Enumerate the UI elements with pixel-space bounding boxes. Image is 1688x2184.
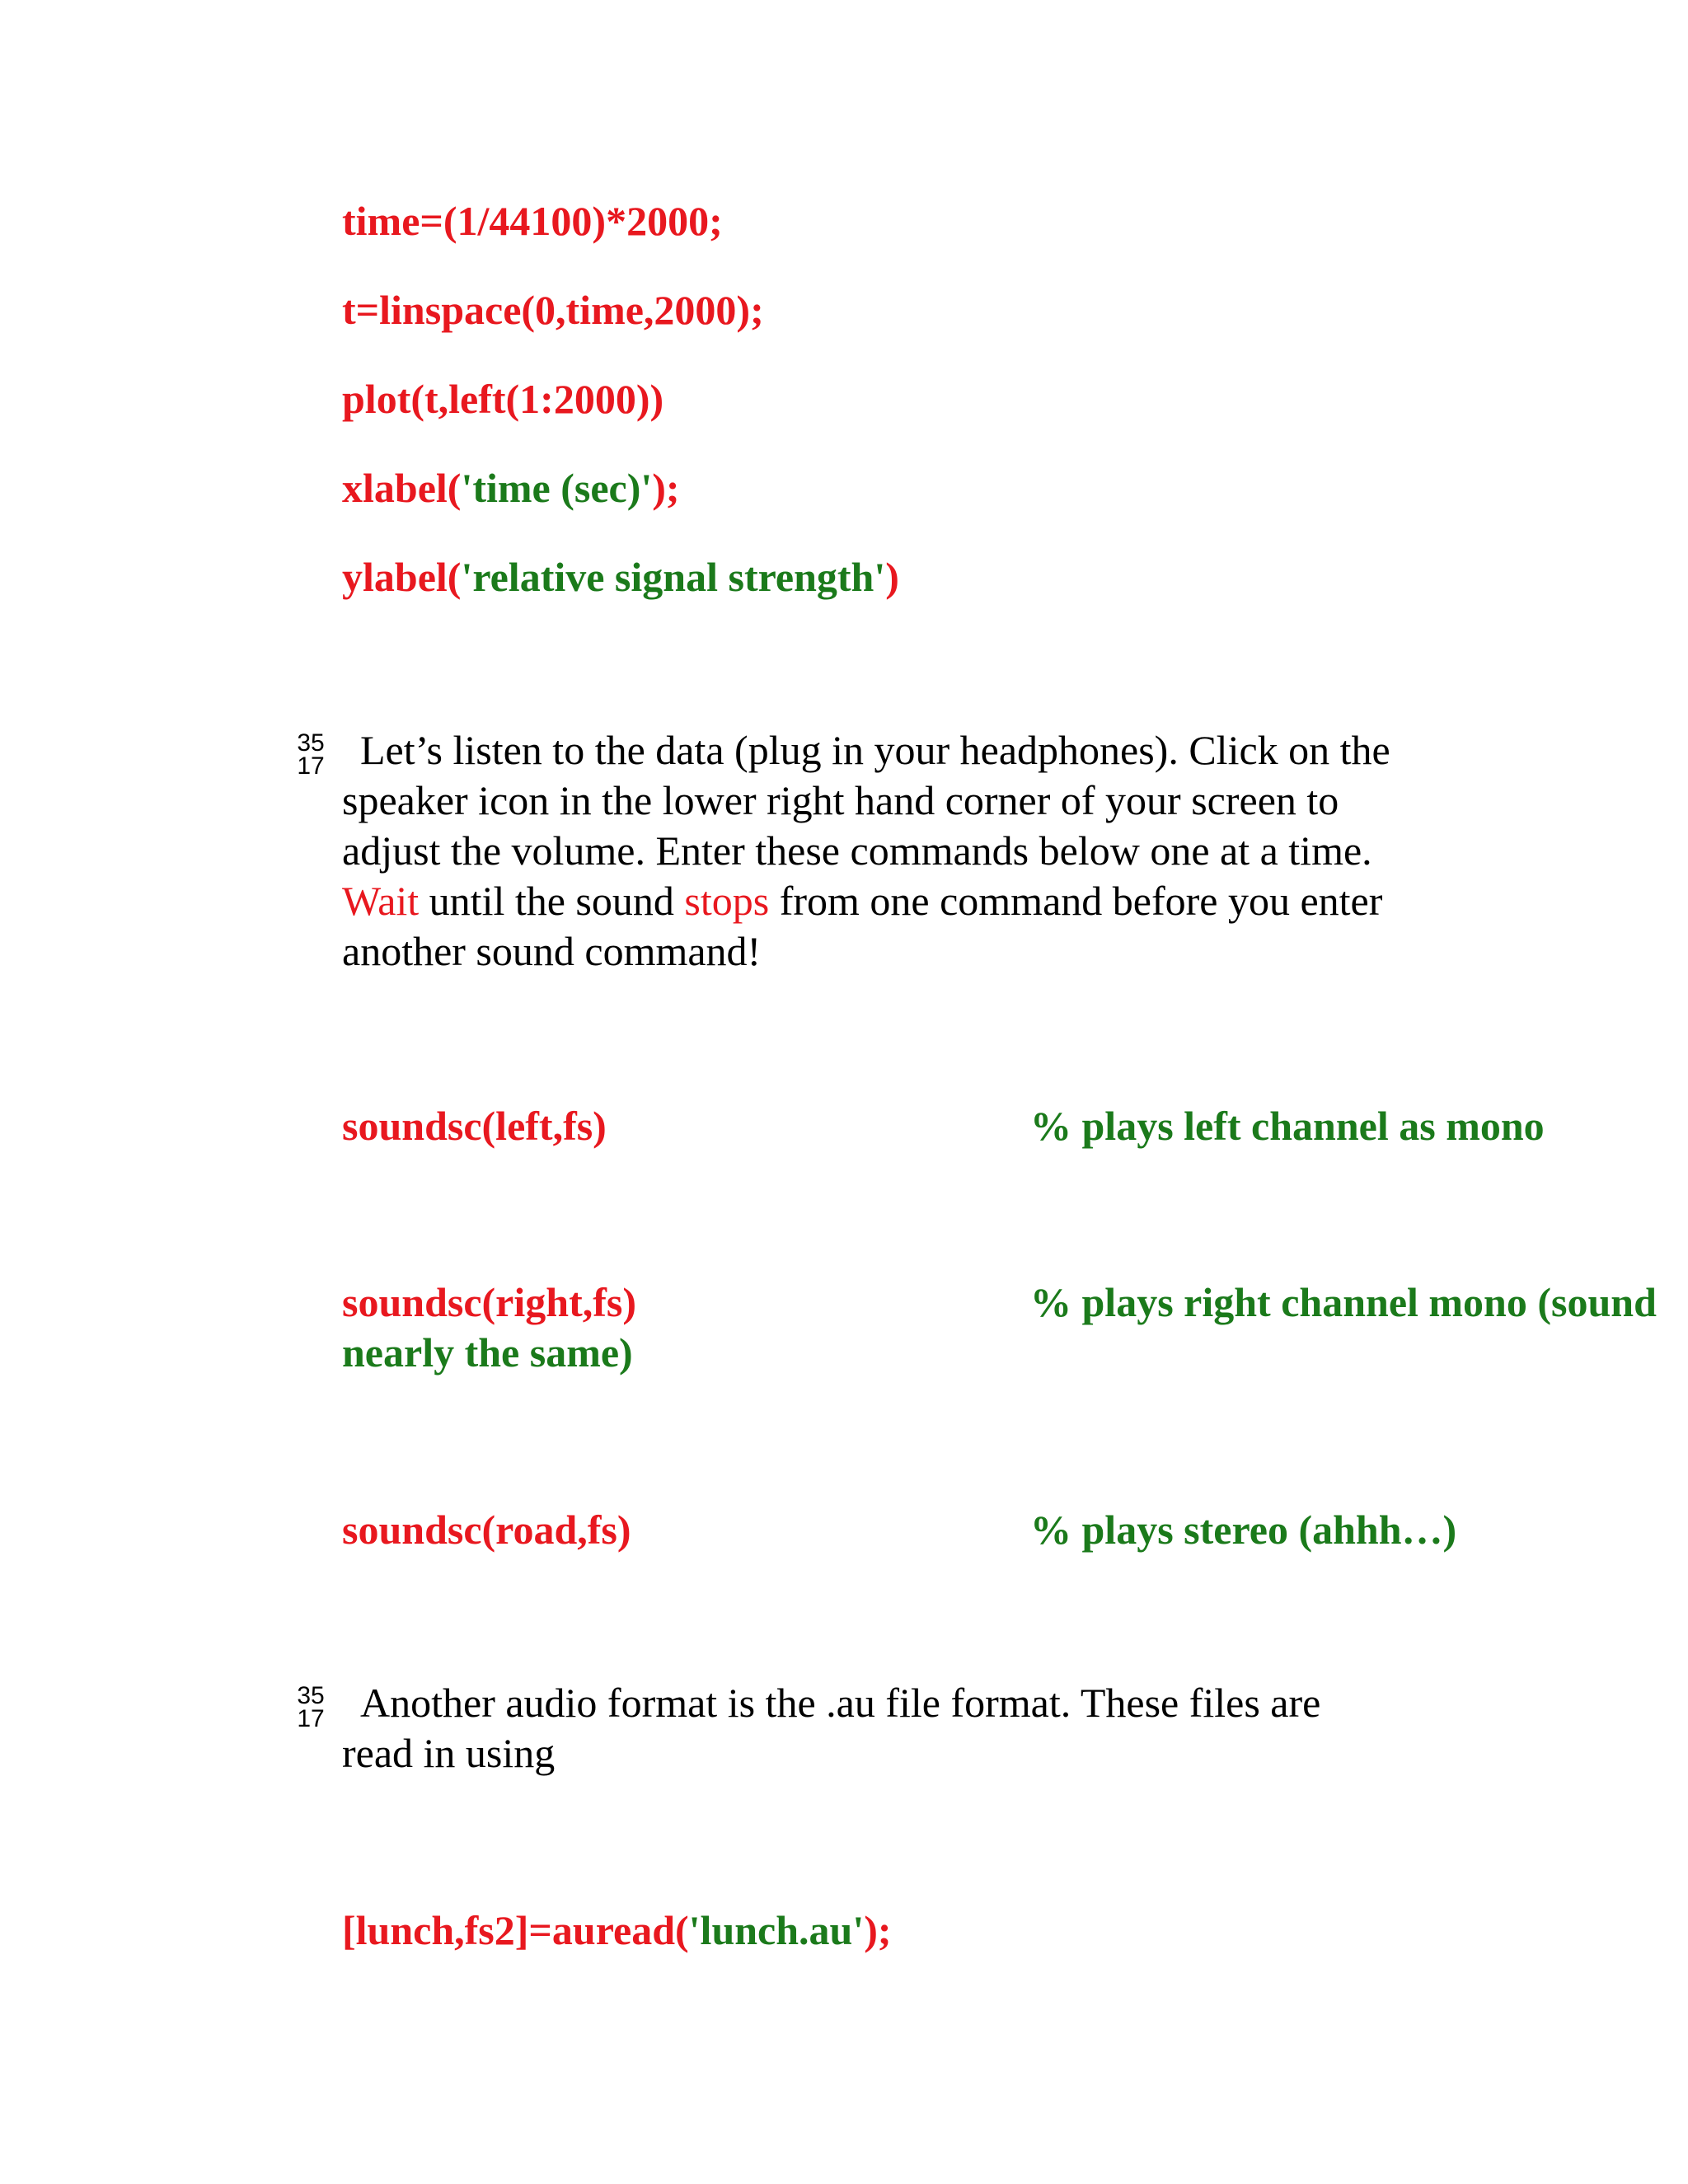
code-line-linspace: t=linspace(0,time,2000); (342, 287, 764, 333)
command-soundsc-left (342, 1101, 1545, 1151)
code-function: [lunch,fs2]=auread( (342, 1907, 689, 1953)
bullet-glyph-bottom: 17 (297, 752, 325, 780)
code-line-time: time=(1/44100)*2000; (342, 198, 723, 244)
code-string: 'time (sec)' (461, 465, 653, 511)
code-suffix: ) (885, 554, 899, 600)
command-comment: % plays right channel mono (sound (1030, 1279, 1657, 1325)
paragraph-line: read in using (342, 1730, 556, 1776)
highlight-stops: stops (684, 878, 770, 924)
paragraph-line: Another audio format is the .au file format. These files are (360, 1680, 1321, 1726)
code-function: ylabel( (342, 554, 462, 600)
code-line-plot: plot(t,left(1:2000)) (342, 376, 664, 422)
command-comment: % plays stereo (ahhh…) (1030, 1507, 1457, 1553)
command-soundsc-right (342, 1277, 1657, 1328)
bullet-glyph-top: 35 (297, 1682, 325, 1709)
code-suffix: ); (864, 1907, 892, 1953)
paragraph-line: adjust the volume. Enter these commands below one at a time. (342, 827, 1372, 874)
bullet-icon (294, 1682, 327, 1732)
paragraph-line: Wait until the sound stops from one command before you enter (342, 878, 1383, 924)
paragraph-au-format (342, 1678, 1496, 1779)
command-comment: % plays left channel as mono (1030, 1103, 1545, 1149)
code-string: 'lunch.au' (688, 1907, 865, 1953)
code-function: xlabel( (342, 465, 462, 511)
code-string: 'relative signal strength' (461, 554, 886, 600)
code-line-auread (342, 1905, 892, 1956)
code-line-ylabel (342, 552, 899, 602)
command-code: soundsc(road,fs) (342, 1507, 631, 1553)
bullet-icon (294, 729, 327, 780)
code-suffix: ); (652, 465, 680, 511)
command-code: soundsc(left,fs) (342, 1103, 607, 1149)
bullet-glyph-bottom: 17 (297, 1705, 325, 1732)
paragraph-listen (342, 725, 1496, 977)
paragraph-line: speaker icon in the lower right hand corner of your screen to (342, 777, 1339, 823)
command-soundsc-road (342, 1505, 1457, 1555)
highlight-wait: Wait (342, 878, 420, 924)
command-comment-continued: nearly the same) (342, 1329, 633, 1376)
paragraph-line: another sound command! (342, 928, 762, 974)
bullet-glyph-top: 35 (297, 729, 325, 757)
command-code: soundsc(right,fs) (342, 1279, 636, 1325)
code-line-xlabel (342, 463, 680, 513)
paragraph-line: Let’s listen to the data (plug in your headphones). Click on the (360, 727, 1390, 773)
